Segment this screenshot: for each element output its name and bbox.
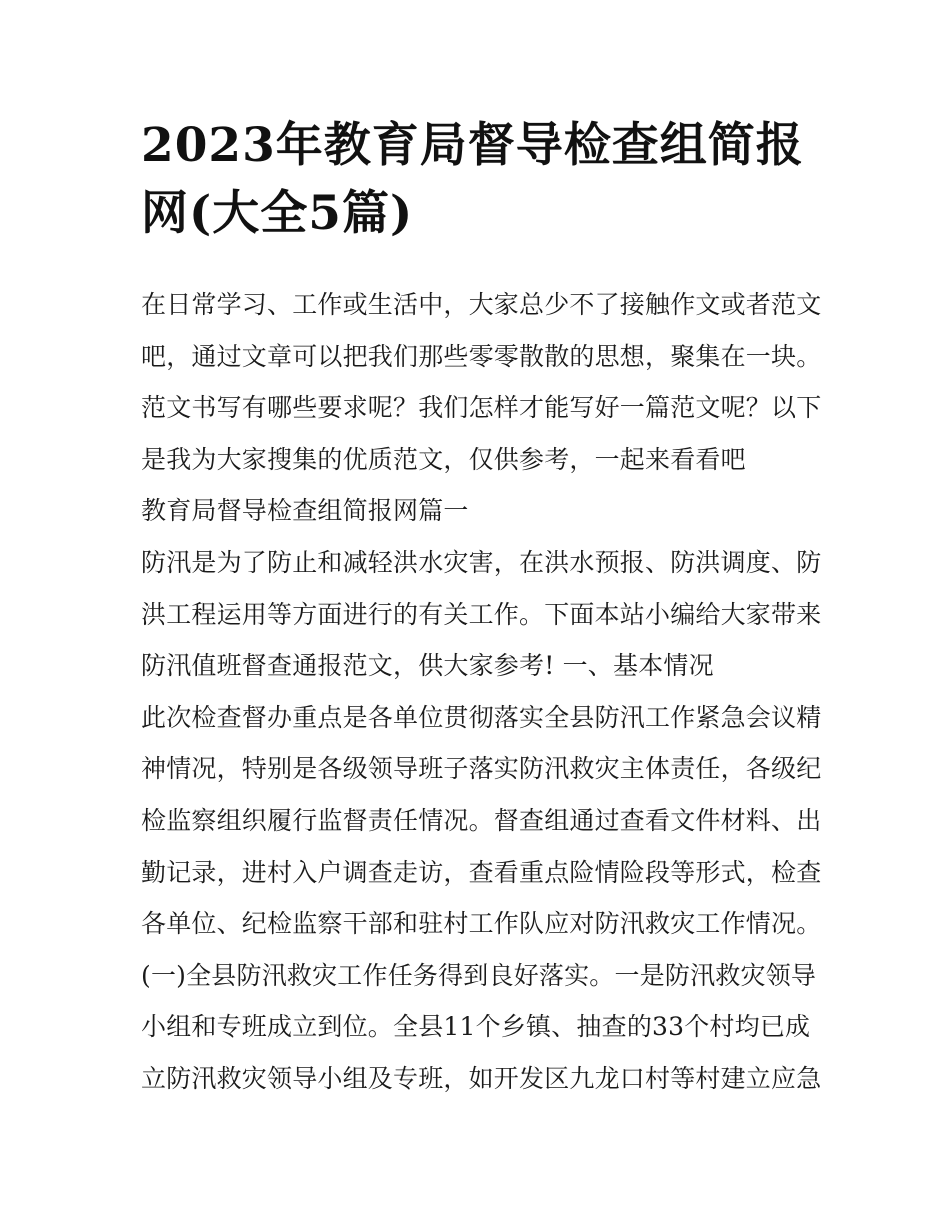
- body-line: 各单位、纪检监察干部和驻村工作队应对防汛救灾工作情况。: [141, 909, 822, 939]
- body-line: 防汛是为了防止和减轻洪水灾害，在洪水预报、防洪调度、防: [141, 547, 822, 577]
- body-line: 此次检查督办重点是各单位贯彻落实全县防汛工作紧急会议精: [141, 702, 822, 732]
- body-line: (一)全县防汛救灾工作任务得到良好落实。一是防汛救灾领导: [141, 960, 817, 990]
- body-line: 是我为大家搜集的优质范文，仅供参考，一起来看看吧: [141, 444, 746, 474]
- body-line: 防汛值班督查通报范文，供大家参考! 一、基本情况: [141, 651, 714, 681]
- body-line: 范文书写有哪些要求呢？我们怎样才能写好一篇范文呢？以下: [141, 393, 822, 423]
- body-line: 立防汛救灾领导小组及专班，如开发区九龙口村等村建立应急: [141, 1063, 822, 1093]
- section-heading: 教育局督导检查组简报网篇一: [141, 496, 469, 526]
- body-line: 神情况，特别是各级领导班子落实防汛救灾主体责任，各级纪: [141, 754, 822, 784]
- body-line: 勤记录，进村入户调查走访，查看重点险情险段等形式，检查: [141, 857, 822, 887]
- body-line: 吧，通过文章可以把我们那些零零散散的思想，聚集在一块。: [141, 341, 822, 371]
- body-line: 洪工程运用等方面进行的有关工作。下面本站小编给大家带来: [141, 599, 822, 629]
- body-line: 小组和专班成立到位。全县11个乡镇、抽查的33个村均已成: [141, 1012, 811, 1042]
- body-line: 检监察组织履行监督责任情况。督查组通过查看文件材料、出: [141, 805, 822, 835]
- document-title: [141, 112, 821, 248]
- body-line: 在日常学习、工作或生活中，大家总少不了接触作文或者范文: [141, 290, 822, 319]
- title-line-2: 网(大全5篇): [141, 186, 414, 241]
- title-line-1: 2023年教育局督导检查组简报: [141, 118, 804, 173]
- document-body: [141, 279, 821, 1105]
